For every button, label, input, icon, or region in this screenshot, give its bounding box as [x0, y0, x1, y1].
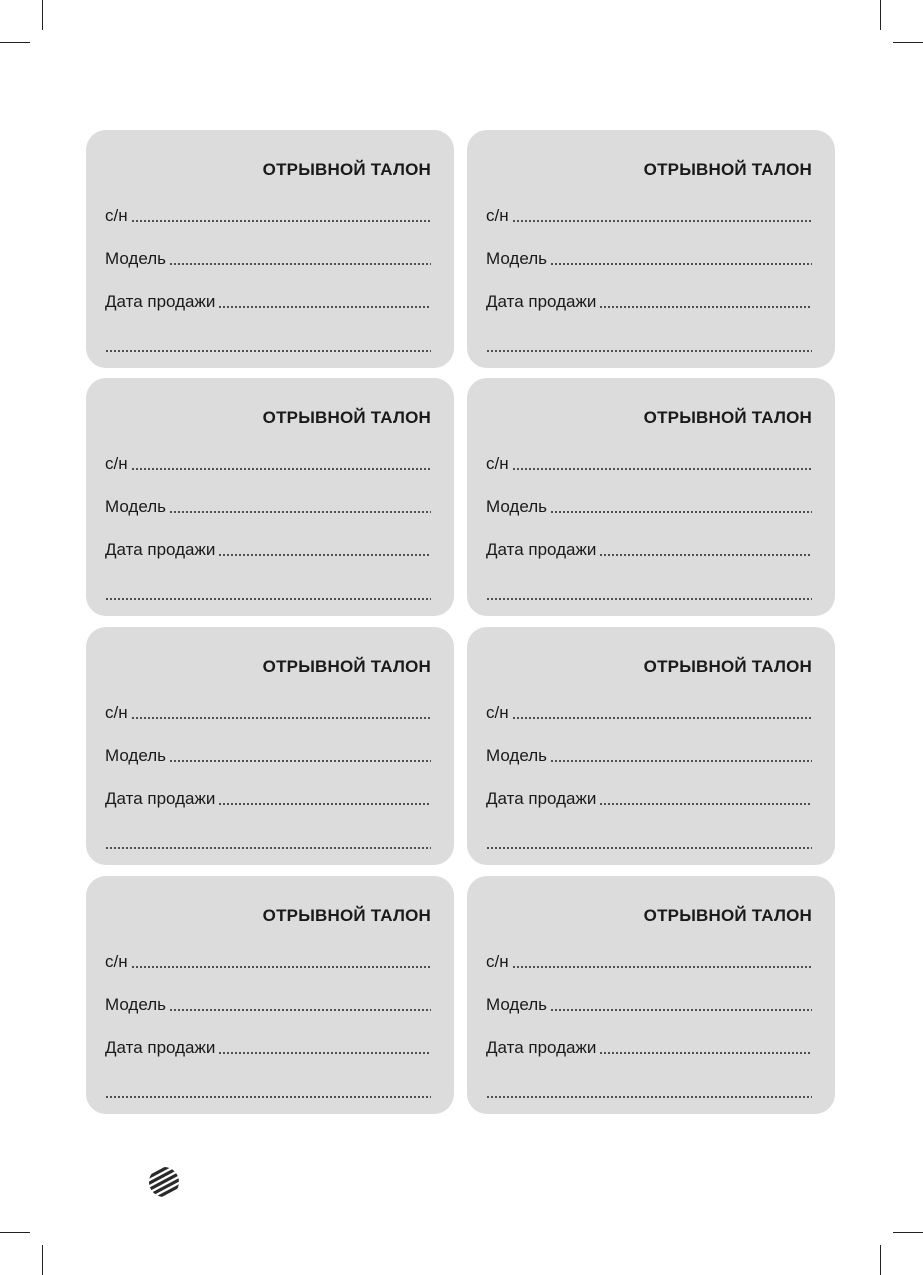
dotted-line — [131, 220, 431, 222]
coupon-title: ОТРЫВНОЙ ТАЛОН — [643, 657, 812, 676]
tear-off-coupon — [467, 876, 835, 1114]
sale-date-label: Дата продажи — [105, 789, 216, 808]
serial-number-label: с/н — [105, 206, 128, 225]
blank-line-field[interactable] — [105, 582, 431, 604]
model-label: Модель — [105, 497, 167, 516]
dotted-line — [486, 598, 812, 600]
model-field[interactable] — [105, 744, 431, 766]
dotted-line — [218, 306, 431, 308]
sale-date-field[interactable] — [486, 787, 812, 809]
model-label: Модель — [486, 497, 548, 516]
dotted-line — [486, 847, 812, 849]
model-label: Модель — [105, 995, 167, 1014]
model-field[interactable] — [486, 495, 812, 517]
model-label: Модель — [486, 249, 548, 268]
blank-line-field[interactable] — [105, 334, 431, 356]
coupon-title: ОТРЫВНОЙ ТАЛОН — [262, 657, 431, 676]
dotted-line — [512, 966, 812, 968]
blank-line-field[interactable] — [486, 582, 812, 604]
model-field[interactable] — [105, 495, 431, 517]
serial-number-label: с/н — [105, 454, 128, 473]
serial-number-field[interactable] — [486, 204, 812, 226]
sale-date-label: Дата продажи — [105, 1038, 216, 1057]
model-field[interactable] — [486, 744, 812, 766]
tear-off-coupon — [86, 627, 454, 865]
tear-off-coupon — [86, 876, 454, 1114]
dotted-line — [486, 350, 812, 352]
serial-number-field[interactable] — [486, 950, 812, 972]
dotted-line — [550, 760, 812, 762]
dotted-line — [599, 1052, 812, 1054]
dotted-line — [512, 717, 812, 719]
serial-number-label: с/н — [486, 703, 509, 722]
serial-number-label: с/н — [105, 703, 128, 722]
dotted-line — [169, 263, 431, 265]
model-field[interactable] — [486, 247, 812, 269]
sale-date-label: Дата продажи — [105, 540, 216, 559]
coupon-title: ОТРЫВНОЙ ТАЛОН — [262, 408, 431, 427]
sale-date-field[interactable] — [486, 290, 812, 312]
sale-date-field[interactable] — [105, 538, 431, 560]
sale-date-label: Дата продажи — [486, 789, 597, 808]
model-field[interactable] — [105, 993, 431, 1015]
tear-off-coupon — [467, 130, 835, 368]
dotted-line — [169, 1009, 431, 1011]
serial-number-field[interactable] — [105, 204, 431, 226]
coupon-title: ОТРЫВНОЙ ТАЛОН — [262, 906, 431, 925]
dotted-line — [486, 1096, 812, 1098]
model-label: Модель — [486, 746, 548, 765]
model-label: Модель — [105, 249, 167, 268]
serial-number-field[interactable] — [105, 701, 431, 723]
dotted-line — [105, 350, 431, 352]
dotted-line — [131, 717, 431, 719]
serial-number-field[interactable] — [486, 701, 812, 723]
model-label: Модель — [105, 746, 167, 765]
dotted-line — [512, 220, 812, 222]
dotted-line — [131, 468, 431, 470]
dotted-line — [218, 554, 431, 556]
serial-number-label: с/н — [486, 454, 509, 473]
model-label: Модель — [486, 995, 548, 1014]
blank-line-field[interactable] — [486, 1080, 812, 1102]
coupon-title: ОТРЫВНОЙ ТАЛОН — [643, 408, 812, 427]
sale-date-label: Дата продажи — [486, 1038, 597, 1057]
tear-off-coupon — [467, 627, 835, 865]
sale-date-field[interactable] — [486, 1036, 812, 1058]
sale-date-field[interactable] — [486, 538, 812, 560]
tear-off-coupon — [86, 130, 454, 368]
dotted-line — [599, 306, 812, 308]
dotted-line — [599, 554, 812, 556]
striped-globe-icon — [148, 1166, 180, 1198]
sale-date-label: Дата продажи — [486, 540, 597, 559]
blank-line-field[interactable] — [486, 831, 812, 853]
dotted-line — [550, 263, 812, 265]
serial-number-field[interactable] — [105, 452, 431, 474]
dotted-line — [105, 1096, 431, 1098]
coupon-title: ОТРЫВНОЙ ТАЛОН — [643, 160, 812, 179]
dotted-line — [599, 803, 812, 805]
dotted-line — [218, 803, 431, 805]
tear-off-coupon — [86, 378, 454, 616]
sale-date-field[interactable] — [105, 787, 431, 809]
dotted-line — [105, 847, 431, 849]
dotted-line — [169, 511, 431, 513]
model-field[interactable] — [105, 247, 431, 269]
sale-date-label: Дата продажи — [105, 292, 216, 311]
coupon-title: ОТРЫВНОЙ ТАЛОН — [643, 906, 812, 925]
blank-line-field[interactable] — [105, 831, 431, 853]
serial-number-label: с/н — [486, 206, 509, 225]
model-field[interactable] — [486, 993, 812, 1015]
dotted-line — [169, 760, 431, 762]
serial-number-label: с/н — [105, 952, 128, 971]
serial-number-label: с/н — [486, 952, 509, 971]
sale-date-field[interactable] — [105, 1036, 431, 1058]
coupon-title: ОТРЫВНОЙ ТАЛОН — [262, 160, 431, 179]
dotted-line — [105, 598, 431, 600]
dotted-line — [131, 966, 431, 968]
dotted-line — [218, 1052, 431, 1054]
dotted-line — [512, 468, 812, 470]
blank-line-field[interactable] — [486, 334, 812, 356]
serial-number-field[interactable] — [105, 950, 431, 972]
serial-number-field[interactable] — [486, 452, 812, 474]
dotted-line — [550, 1009, 812, 1011]
tear-off-coupon — [467, 378, 835, 616]
sale-date-field[interactable] — [105, 290, 431, 312]
dotted-line — [550, 511, 812, 513]
blank-line-field[interactable] — [105, 1080, 431, 1102]
sale-date-label: Дата продажи — [486, 292, 597, 311]
